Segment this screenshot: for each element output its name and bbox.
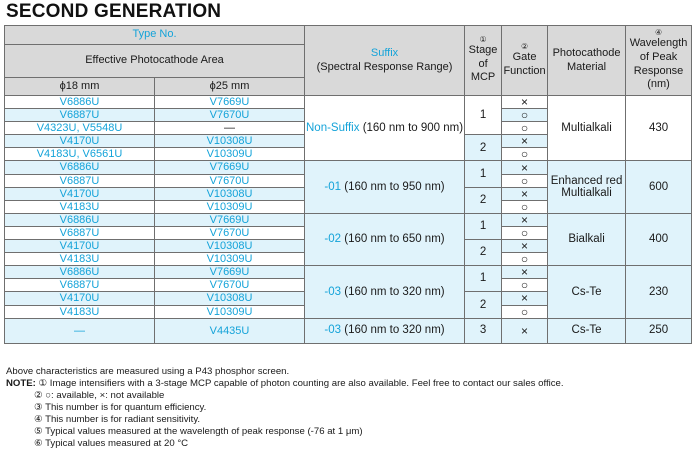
type-cell-18: V6886U — [5, 161, 155, 174]
page-title: SECOND GENERATION — [6, 1, 222, 22]
material-cell — [548, 266, 626, 318]
gate-cell: ○ — [502, 253, 548, 266]
note-1 — [6, 378, 564, 389]
wavelength-footnote-mark: ④ — [654, 28, 663, 37]
suffix-range: (160 nm to 900 nm) — [362, 121, 464, 134]
type-cell-25: V10308U — [155, 135, 305, 148]
gate-header-label: Gate Function — [503, 50, 546, 77]
gate-cell: × — [502, 292, 548, 305]
gate-cell: × — [502, 213, 548, 226]
type-cell-18: V4183U — [5, 200, 155, 213]
type-cell-18: V6887U — [5, 109, 155, 122]
photocathode-header: Photocathode Material — [548, 26, 626, 96]
gate-cell: ○ — [502, 305, 548, 318]
type-cell-18: — — [5, 318, 155, 343]
note-3: ③ This number is for quantum efficiency. — [34, 402, 207, 413]
type-cell-18: V4183U, V6561U — [5, 148, 155, 161]
type-cell-25: V10309U — [155, 253, 305, 266]
type-cell-25: V10309U — [155, 148, 305, 161]
dia18-header: ϕ18 mm — [5, 78, 155, 96]
stage-header-label: Stage of MCP — [468, 43, 498, 84]
type-cell-25: V7669U — [155, 96, 305, 109]
gate-cell: × — [502, 96, 548, 109]
type-cell-18: V4323U, V5548U — [5, 122, 155, 135]
gate-cell: ○ — [502, 279, 548, 292]
type-cell-18: V6886U — [5, 96, 155, 109]
dia25-header: ϕ25 mm — [155, 78, 305, 96]
wavelength-cell: 600 — [626, 161, 692, 213]
stage-cell: 2 — [465, 292, 502, 318]
suffix-cell — [305, 96, 465, 161]
suffix-range: (160 nm to 950 nm) — [344, 180, 445, 193]
wavelength-cell: 250 — [626, 318, 692, 343]
material-line: Cs-Te — [571, 285, 602, 298]
stage-cell: 1 — [465, 96, 502, 135]
gate-cell: × — [502, 240, 548, 253]
type-cell-25: V7669U — [155, 161, 305, 174]
type-cell-25: V7670U — [155, 174, 305, 187]
gate-cell: ○ — [502, 148, 548, 161]
stage-cell: 1 — [465, 266, 502, 292]
stage-cell: 2 — [465, 187, 502, 213]
suffix-range: (160 nm to 650 nm) — [344, 233, 445, 246]
type-cell-25: V10309U — [155, 305, 305, 318]
wavelength-cell: 400 — [626, 213, 692, 265]
type-cell-25: V10308U — [155, 292, 305, 305]
suffix-range: (160 nm to 320 nm) — [344, 324, 445, 337]
suffix-cell — [305, 213, 465, 265]
type-cell-25: V7669U — [155, 213, 305, 226]
type-cell-25: V7670U — [155, 279, 305, 292]
type-cell-18: V6887U — [5, 279, 155, 292]
type-cell-18: V4183U — [5, 305, 155, 318]
type-cell-18: V4170U — [5, 187, 155, 200]
type-cell-25: V10309U — [155, 200, 305, 213]
measurement-note: Above characteristics are measured using a P43 phosphor screen. — [6, 366, 290, 377]
gate-cell: ○ — [502, 174, 548, 187]
type-cell-25: V7670U — [155, 226, 305, 239]
suffix-code: -02 — [324, 233, 342, 246]
suffix-header — [305, 26, 465, 96]
gate-cell: ○ — [502, 200, 548, 213]
type-cell-18: V6886U — [5, 213, 155, 226]
gate-cell: × — [502, 266, 548, 279]
gate-header — [502, 26, 548, 96]
suffix-cell — [305, 318, 465, 343]
suffix-header-label: Suffix — [370, 46, 399, 59]
suffix-cell — [305, 161, 465, 213]
note-1-text: ① Image intensifiers with a 3-stage MCP capable of photon counting are also available. Feel free to contact our sales office. — [38, 378, 564, 389]
stage-cell: 2 — [465, 135, 502, 161]
type-cell-25: V10308U — [155, 187, 305, 200]
gate-footnote-mark: ② — [520, 41, 529, 51]
gate-cell: ○ — [502, 109, 548, 122]
type-cell-25: — — [155, 122, 305, 135]
material-line: Multialkali — [561, 187, 612, 200]
stage-footnote-mark: ① — [479, 34, 487, 44]
material-cell — [548, 96, 626, 161]
stage-header — [465, 26, 502, 96]
material-line: Multialkali — [561, 121, 612, 134]
stage-cell: 2 — [465, 240, 502, 266]
material-line: Enhanced red — [550, 174, 623, 187]
gate-cell: × — [502, 318, 548, 343]
type-cell-18: V6887U — [5, 226, 155, 239]
suffix-header-range: (Spectral Response Range) — [316, 60, 453, 73]
type-cell-18: V4170U — [5, 240, 155, 253]
suffix-range: (160 nm to 320 nm) — [344, 285, 445, 298]
stage-cell: 3 — [465, 318, 502, 343]
type-cell-18: V4170U — [5, 292, 155, 305]
type-cell-25: V4435U — [155, 318, 305, 343]
gate-cell: ○ — [502, 226, 548, 239]
wavelength-header — [626, 26, 692, 96]
type-cell-18: V4170U — [5, 135, 155, 148]
type-cell-25: V10308U — [155, 240, 305, 253]
type-cell-18: V6887U — [5, 174, 155, 187]
type-no-header: Type No. — [5, 26, 305, 45]
stage-cell: 1 — [465, 213, 502, 239]
material-cell — [548, 213, 626, 265]
note-5: ⑤ Typical values measured at the wavelength of peak response (-76 at 1 μm) — [34, 426, 363, 437]
wavelength-cell: 430 — [626, 96, 692, 161]
effective-area-header: Effective Photocathode Area — [5, 45, 305, 78]
material-cell: Cs-Te — [548, 318, 626, 343]
gate-cell: × — [502, 161, 548, 174]
gate-cell: × — [502, 187, 548, 200]
suffix-code: -03 — [324, 324, 342, 337]
note-prefix: NOTE: — [6, 378, 36, 389]
wavelength-header-label: Wavelength of Peak Response (nm) — [629, 37, 688, 91]
gate-cell: ○ — [502, 122, 548, 135]
suffix-code: -01 — [324, 180, 342, 193]
material-line: Bialkali — [568, 233, 605, 246]
stage-cell: 1 — [465, 161, 502, 187]
type-cell-25: V7670U — [155, 109, 305, 122]
suffix-code: -03 — [324, 285, 342, 298]
spec-table — [4, 25, 692, 344]
wavelength-cell: 230 — [626, 266, 692, 318]
note-4: ④ This number is for radiant sensitivity. — [34, 414, 201, 425]
suffix-cell — [305, 266, 465, 318]
type-cell-18: V4183U — [5, 253, 155, 266]
suffix-code: Non-Suffix — [306, 121, 360, 134]
note-6: ⑥ Typical values measured at 20 °C — [34, 438, 189, 449]
type-cell-25: V7669U — [155, 266, 305, 279]
material-cell — [548, 161, 626, 213]
note-2: ② ○: available, ×: not available — [34, 390, 165, 401]
type-cell-18: V6886U — [5, 266, 155, 279]
gate-cell: × — [502, 135, 548, 148]
